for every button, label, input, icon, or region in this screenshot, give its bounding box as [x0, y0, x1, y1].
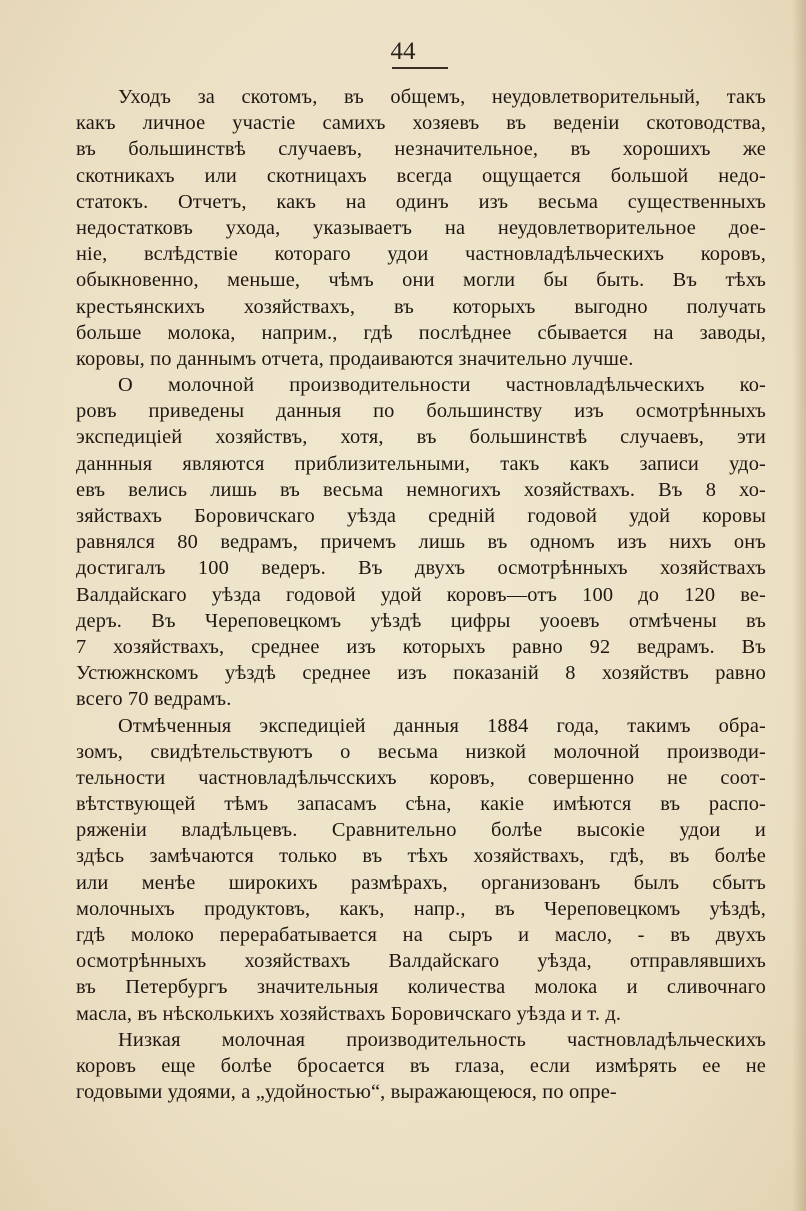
- text-line: коровы, по даннымъ отчета, продаиваются значительно лучше.: [76, 347, 634, 370]
- text-line: ровъ приведены данныя по большинству изъ осмотрѣнныхъ: [76, 400, 766, 423]
- paragraph: [76, 372, 766, 712]
- paragraph: [76, 1027, 766, 1106]
- text-line: экспедиціей хозяйствъ, хотя, въ большинствѣ случаевъ, эти: [76, 426, 766, 449]
- text-line: вѣтствующей тѣмъ запасамъ сѣна, какіе имѣются въ распо-: [76, 793, 766, 816]
- text-line: въ Петербургъ значительныя количества молока и сливочнаго: [76, 976, 766, 999]
- text-line: достигалъ 100 ведеръ. Въ двухъ осмотрѣнныхъ хозяйствахъ: [76, 557, 766, 580]
- text-line: Устюжнскомъ уѣздѣ среднее изъ показаній 8 хозяйствъ равно: [76, 662, 766, 685]
- text-line: всего 70 ведрамъ.: [76, 688, 232, 711]
- text-line: масла, въ нѣсколькихъ хозяйствахъ Боровичскаго уѣзда и т. д.: [76, 1002, 622, 1025]
- text-line: 7 хозяйствахъ, среднее изъ которыхъ равно 92 ведрамъ. Въ: [76, 635, 766, 658]
- text-line: больше молока, наприм., гдѣ послѣднее сбывается на заводы,: [76, 321, 766, 344]
- text-line: какъ личное участіе самихъ хозяевъ въ веденіи скотоводства,: [76, 112, 766, 135]
- text-line: равнялся 80 ведрамъ, причемъ лишь въ одномъ изъ нихъ онъ: [76, 531, 766, 554]
- text-line: крестьянскихъ хозяйствахъ, въ которыхъ выгодно получать: [76, 295, 766, 318]
- text-line: О молочной производительности частновладѣльческихъ ко-: [118, 374, 766, 397]
- body-text: [76, 84, 766, 1105]
- paragraph: [76, 84, 766, 372]
- text-line: гдѣ молоко перерабатывается на сыръ и масло, - въ двухъ: [76, 924, 766, 946]
- text-line: или менѣе широкихъ размѣрахъ, организованъ былъ сбытъ: [76, 871, 766, 894]
- text-line: ряженіи владѣльцевъ. Сравнительно болѣе высокіе удои и: [76, 819, 766, 842]
- text-line: Низкая молочная производительность частновладѣльческихъ: [118, 1028, 766, 1051]
- text-line: статокъ. Отчетъ, какъ на одинъ изъ весьма существенныхъ: [76, 190, 766, 213]
- text-line: зяйствахъ Боровичскаго уѣзда средній годовой удой коровы: [76, 505, 766, 527]
- text-line: ніе, вслѣдствіе котораго удои частновладѣльческихъ коровъ,: [76, 243, 766, 266]
- text-line: евъ велись лишь въ весьма немногихъ хозяйствахъ. Въ 8 хо-: [76, 478, 766, 501]
- page-number: 44: [390, 38, 416, 65]
- text-line: здѣсь замѣчаются только въ тѣхъ хозяйствахъ, гдѣ, въ болѣе: [76, 845, 766, 868]
- text-line: тельности частновладѣльчсскихъ коровъ, совершенно не соот-: [76, 766, 766, 789]
- text-line: годовыми удоями, а „удойностью“, выражающеюся, по опре-: [76, 1081, 617, 1104]
- text-line: Уходъ за скотомъ, въ общемъ, неудовлетворительный, такъ: [118, 86, 766, 108]
- page-edge-shadow: [792, 0, 806, 1211]
- text-line: коровъ еще болѣе бросается въ глаза, если измѣрять ее не: [76, 1054, 766, 1077]
- text-line: деръ. Въ Череповецкомъ уѣздѣ цифры уооевъ отмѣчены въ: [76, 609, 766, 632]
- text-line: даннныя являются приблизительными, такъ какъ записи удо-: [76, 452, 766, 475]
- page-number-rule: [392, 67, 448, 69]
- text-line: Валдайскаго уѣзда годовой удой коровъ—отъ 100 до 120 ве-: [76, 583, 766, 606]
- paragraph: [76, 713, 766, 1027]
- text-line: Отмѣченныя экспедиціей данныя 1884 года, такимъ обра-: [118, 714, 766, 737]
- text-line: зомъ, свидѣтельствуютъ о весьма низкой молочной производи-: [76, 740, 766, 763]
- text-line: обыкновенно, меньше, чѣмъ они могли бы быть. Въ тѣхъ: [76, 269, 766, 292]
- text-line: осмотрѣнныхъ хозяйствахъ Валдайскаго уѣзда, отправлявшихъ: [76, 950, 766, 973]
- text-line: скотникахъ или скотницахъ всегда ощущается большой недо-: [76, 164, 766, 187]
- text-line: недостатковъ ухода, указываетъ на неудовлетворительное дое-: [76, 216, 766, 239]
- text-line: въ большинствѣ случаевъ, незначительное, въ хорошихъ же: [76, 138, 766, 161]
- text-line: молочныхъ продуктовъ, какъ, напр., въ Череповецкомъ уѣздѣ,: [76, 897, 766, 920]
